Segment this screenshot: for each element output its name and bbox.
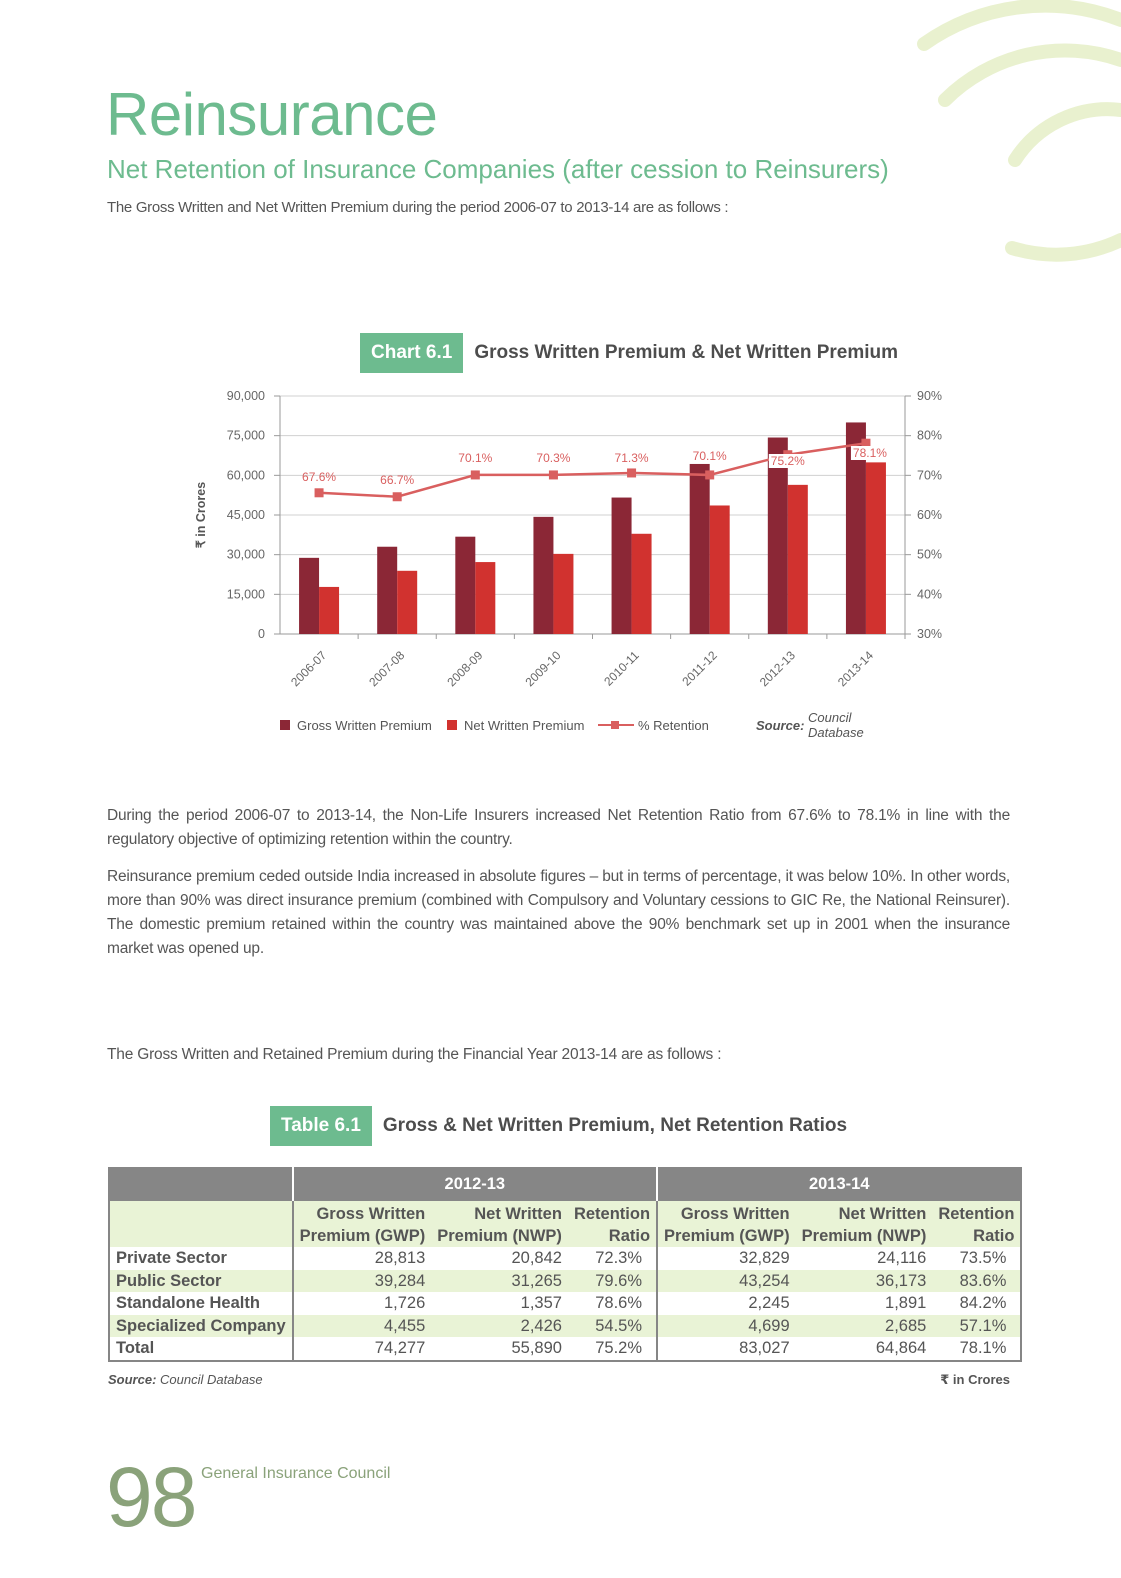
chart-source-text: Council Database — [808, 710, 864, 740]
intro-text: The Gross Written and Net Written Premium during the period 2006-07 to 2013-14 are as follows : — [107, 199, 729, 216]
bar-net-written-premium — [397, 571, 417, 634]
table-caption-text: Gross & Net Written Premium, Net Retention Ratios — [382, 1115, 848, 1136]
y-tick-label: 60,000 — [226, 468, 265, 483]
table-year-header — [109, 1167, 1021, 1201]
x-category-label: 2007-08 — [366, 648, 408, 690]
bar-gross-written-premium — [377, 547, 397, 634]
table-column-header-cell — [932, 1201, 1021, 1247]
retention-data-label: 66.7% — [380, 473, 415, 487]
chart-source-label: Source: — [756, 717, 805, 733]
bar-net-written-premium — [319, 587, 339, 634]
table-row-label: Public Sector — [109, 1270, 293, 1293]
table-cell: 74,277 — [293, 1337, 432, 1361]
table-column-header-cell — [657, 1201, 796, 1247]
x-category-label: 2013-14 — [835, 648, 877, 690]
bar-gross-written-premium — [690, 464, 710, 634]
bar-net-written-premium — [788, 485, 808, 634]
table-column-header — [109, 1201, 1021, 1247]
legend-label-net: Net Written Premium — [464, 717, 585, 733]
retention-point — [549, 470, 558, 479]
table-cell: 78.6% — [568, 1292, 657, 1315]
retention-data-label: 70.1% — [458, 451, 493, 465]
x-category-label: 2008-09 — [444, 648, 486, 690]
legend-swatch-retention — [598, 720, 634, 730]
bar-net-written-premium — [632, 534, 652, 634]
retention-data-label: 78.1% — [852, 446, 887, 460]
legend-swatch-net — [447, 720, 457, 730]
bar-gross-written-premium — [612, 498, 632, 634]
table-cell: 1,891 — [796, 1292, 933, 1315]
y-tick-label: 45,000 — [226, 508, 265, 522]
premium-chart — [0, 0, 1121, 760]
y2-tick-label: 90% — [917, 389, 943, 403]
table-column-header-line: Ratio — [973, 1227, 1015, 1245]
retention-data-label: 71.3% — [614, 451, 649, 465]
table-cell: 2,685 — [796, 1315, 933, 1338]
table-cell: 36,173 — [796, 1270, 933, 1293]
legend-label-gross: Gross Written Premium — [297, 717, 432, 733]
table-cell: 75.2% — [568, 1337, 657, 1361]
table-cell: 4,455 — [293, 1315, 432, 1338]
table-cell: 24,116 — [796, 1247, 933, 1270]
table-cell: 43,254 — [657, 1270, 796, 1293]
retention-data-label: 67.6% — [302, 470, 337, 484]
y-tick-label: 30,000 — [226, 547, 265, 562]
table-source-label: Source: — [108, 1372, 157, 1387]
table-caption — [270, 1106, 847, 1146]
x-category-label: 2010-11 — [601, 648, 642, 689]
legend-swatch-gross — [280, 720, 290, 730]
y-tick-label: 0 — [258, 627, 265, 641]
x-category-label: 2012-13 — [756, 648, 798, 690]
table-cell: 73.5% — [932, 1247, 1021, 1270]
table-row-label: Private Sector — [109, 1247, 293, 1270]
paragraph-retention: During the period 2006-07 to 2013-14, the Non-Life Insurers increased Net Retention Ratio from 67.6% to 78.1% in line with the regulatory objective of optimizing retention within the country. — [107, 807, 1010, 848]
table-column-header-line: Premium (GWP) — [664, 1227, 790, 1245]
table-cell: 31,265 — [431, 1270, 568, 1293]
legend-item-gross — [280, 716, 432, 734]
page-number: 98 — [106, 1450, 196, 1544]
y2-tick-label: 70% — [917, 468, 943, 483]
table-cell: 1,357 — [431, 1292, 568, 1315]
table-cell: 79.6% — [568, 1270, 657, 1293]
table-row — [109, 1315, 1021, 1338]
table-cell: 72.3% — [568, 1247, 657, 1270]
chart-source — [756, 710, 910, 740]
y2-tick-label: 80% — [917, 428, 943, 443]
y2-tick-label: 40% — [917, 587, 943, 602]
table-column-header-line: Gross Written — [680, 1205, 790, 1223]
table-year-2012-13: 2012-13 — [293, 1167, 657, 1201]
bar-gross-written-premium — [299, 558, 319, 634]
table-year-2013-14: 2013-14 — [657, 1167, 1021, 1201]
table-cell: 4,699 — [657, 1315, 796, 1338]
table-cell: 2,426 — [431, 1315, 568, 1338]
table-column-header-line: Premium (NWP) — [437, 1227, 562, 1245]
y-axis-label: ₹ in Crores — [194, 481, 208, 549]
table-source — [108, 1372, 263, 1387]
retention-data-label: 70.3% — [536, 451, 571, 465]
legend-item-retention — [598, 716, 709, 734]
chart-caption-text: Gross Written Premium & Net Written Premium — [474, 342, 899, 363]
table-cell: 57.1% — [932, 1315, 1021, 1338]
retention-point — [393, 492, 402, 501]
table-source-text: Council Database — [160, 1372, 263, 1387]
table-cell: 78.1% — [932, 1337, 1021, 1361]
table-row-label-header — [109, 1201, 293, 1247]
chart-badge: Chart 6.1 — [360, 333, 463, 373]
table-cell: 28,813 — [293, 1247, 432, 1270]
table-cell: 55,890 — [431, 1337, 568, 1361]
paragraph-table-intro: The Gross Written and Retained Premium during the Financial Year 2013-14 are as follows : — [107, 1046, 722, 1063]
bar-net-written-premium — [866, 462, 886, 634]
table-cell: 20,842 — [431, 1247, 568, 1270]
legend-label-retention: % Retention — [638, 717, 709, 733]
retention-point — [315, 488, 324, 497]
table-column-header-line: Premium (NWP) — [801, 1227, 927, 1245]
table-corner — [109, 1167, 293, 1201]
table-body — [109, 1247, 1021, 1361]
retention-point — [471, 470, 480, 479]
bar-net-written-premium — [553, 554, 573, 634]
table-row — [109, 1337, 1021, 1361]
table-cell: 2,245 — [657, 1292, 796, 1315]
table-badge: Table 6.1 — [270, 1106, 372, 1146]
x-category-label: 2011-12 — [679, 648, 720, 689]
table-column-header-line: Gross Written — [316, 1205, 426, 1223]
table-column-header-line: Net Written — [474, 1205, 562, 1223]
retention-point — [705, 470, 714, 479]
table-cell: 32,829 — [657, 1247, 796, 1270]
table-row — [109, 1247, 1021, 1270]
table-cell: 83.6% — [932, 1270, 1021, 1293]
premium-table — [108, 1167, 1022, 1362]
table-row-label: Specialized Company — [109, 1315, 293, 1338]
y-tick-label: 15,000 — [226, 587, 265, 602]
table-cell: 54.5% — [568, 1315, 657, 1338]
table-row — [109, 1292, 1021, 1315]
paragraph-reinsurance: Reinsurance premium ceded outside India increased in absolute figures – but in terms of percentage, it was below 10%. In other words, more than 90% was direct insurance premium (combined with Compulsory and Voluntary cessions to GIC Re, the National Reinsurer). The domestic premium retained within the country was maintained above the 90% benchmark set up in 2001 when the insurance market was opened up. — [107, 868, 1010, 957]
table-cell: 84.2% — [932, 1292, 1021, 1315]
table-column-header-line: Retention — [938, 1205, 1015, 1223]
bar-net-written-premium — [710, 505, 730, 634]
table-row — [109, 1270, 1021, 1293]
table-unit: ₹ in Crores — [940, 1372, 1010, 1387]
retention-data-label: 70.1% — [692, 449, 727, 463]
bar-net-written-premium — [475, 562, 495, 634]
table-column-header-cell — [431, 1201, 568, 1247]
table-cell: 83,027 — [657, 1337, 796, 1361]
table-column-header-line: Retention — [573, 1205, 651, 1223]
table-cell: 1,726 — [293, 1292, 432, 1315]
bar-gross-written-premium — [533, 517, 553, 634]
y2-tick-label: 60% — [917, 508, 943, 522]
y-tick-label: 90,000 — [226, 389, 265, 403]
table-column-header-cell — [568, 1201, 657, 1247]
legend-item-net — [447, 716, 584, 734]
y2-tick-label: 50% — [917, 547, 943, 562]
footer-org-name: General Insurance Council — [201, 1465, 391, 1482]
y2-tick-label: 30% — [917, 627, 943, 641]
table-column-header-cell — [293, 1201, 432, 1247]
y-tick-label: 75,000 — [226, 428, 265, 443]
bar-gross-written-premium — [455, 537, 475, 634]
table-column-header-line: Premium (GWP) — [299, 1227, 426, 1245]
table-cell: 39,284 — [293, 1270, 432, 1293]
x-category-label: 2006-07 — [288, 648, 330, 690]
retention-data-label: 75.2% — [770, 454, 805, 468]
table-column-header-cell — [796, 1201, 933, 1247]
chart-legend — [280, 710, 910, 740]
table-row-label: Total — [109, 1337, 293, 1361]
page-title: Reinsurance — [106, 81, 438, 148]
table-row-label: Standalone Health — [109, 1292, 293, 1315]
table-cell: 64,864 — [796, 1337, 933, 1361]
table-column-header-line: Ratio — [608, 1227, 651, 1245]
x-category-label: 2009-10 — [522, 648, 564, 690]
retention-point — [627, 468, 636, 477]
table-column-header-line: Net Written — [838, 1205, 927, 1223]
page-subtitle: Net Retention of Insurance Companies (after cession to Reinsurers) — [107, 154, 889, 184]
